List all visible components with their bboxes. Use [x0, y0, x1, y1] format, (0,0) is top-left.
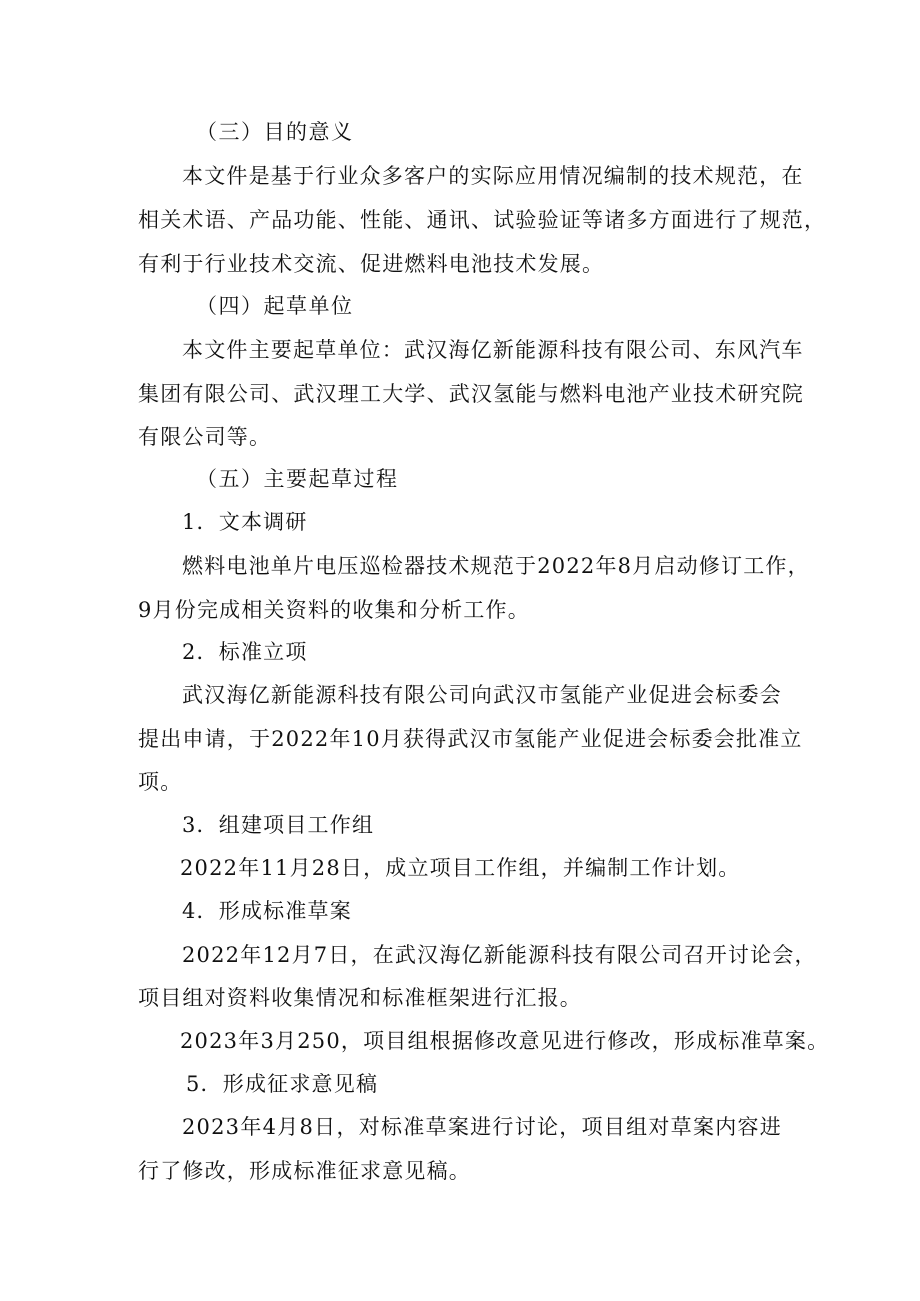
item-title: 2．标准立项: [182, 640, 308, 664]
paragraph-line: 2023年4月8日，对标准草案进行讨论，项目组对草案内容进: [182, 1115, 782, 1139]
paragraph-line: 燃料电池单片电压巡检器技术规范于2022年8月启动修订工作，: [182, 554, 810, 578]
section-heading: （五）主要起草过程: [196, 467, 399, 491]
paragraph-line: 本文件主要起草单位：武汉海亿新能源科技有限公司、东风汽车: [182, 338, 804, 362]
section-heading: （三）目的意义: [196, 120, 354, 144]
paragraph-line: 9月份完成相关资料的收集和分析工作。: [138, 598, 530, 622]
section-heading: （四）起草单位: [196, 294, 354, 318]
paragraph-line: 2023年3月250，项目组根据修改意见进行修改，形成标准草案。: [180, 1029, 830, 1053]
paragraph-line: 2022年11月28日，成立项目工作组，并编制工作计划。: [180, 856, 741, 880]
item-title: 5．形成征求意见稿: [186, 1072, 379, 1096]
item-title: 1．文本调研: [182, 510, 308, 534]
paragraph-line: 本文件是基于行业众多客户的实际应用情况编制的技术规范，在: [182, 164, 804, 188]
item-title: 4．形成标准草案: [182, 899, 352, 923]
item-title: 3．组建项目工作组: [182, 813, 375, 837]
paragraph-line: 行了修改，形成标准征求意见稿。: [138, 1159, 471, 1183]
paragraph-line: 提出申请，于2022年10月获得武汉市氢能产业促进会标委会批准立: [138, 727, 803, 751]
paragraph-line: 2022年12月7日，在武汉海亿新能源科技有限公司召开讨论会，: [182, 943, 817, 967]
paragraph-line: 相关术语、产品功能、性能、通讯、试验验证等诸多方面进行了规范，: [138, 208, 827, 232]
paragraph-line: 集团有限公司、武汉理工大学、武汉氢能与燃料电池产业技术研究院: [138, 382, 804, 406]
paragraph-line: 项目组对资料收集情况和标准框架进行汇报。: [138, 986, 582, 1010]
paragraph-line: 有利于行业技术交流、促进燃料电池技术发展。: [138, 252, 605, 276]
paragraph-line: 有限公司等。: [138, 425, 272, 449]
paragraph-line: 武汉海亿新能源科技有限公司向武汉市氢能产业促进会标委会: [182, 683, 782, 707]
paragraph-line: 项。: [138, 770, 183, 794]
